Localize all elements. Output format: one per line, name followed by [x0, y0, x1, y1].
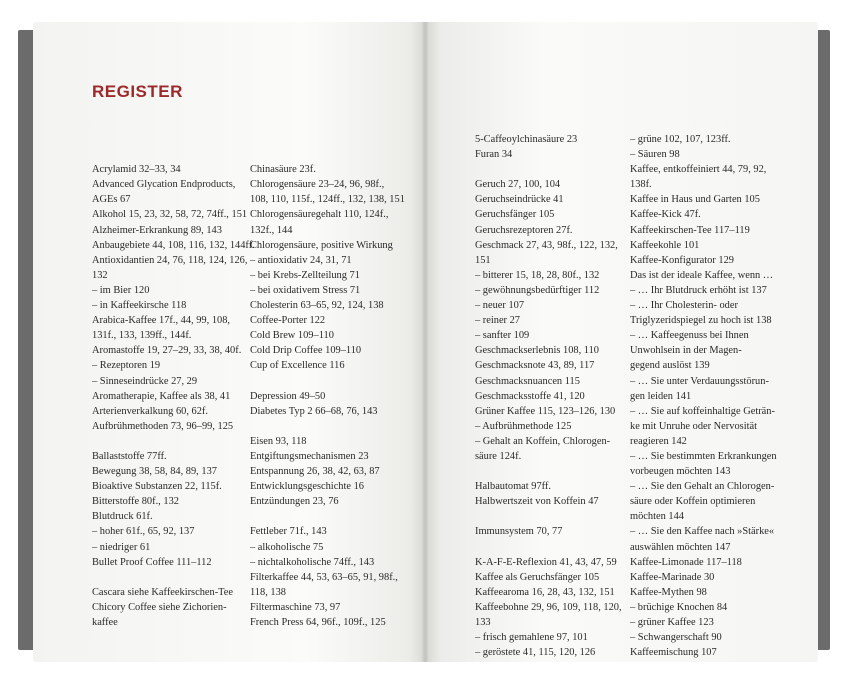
index-entry: – niedriger 61 [92, 541, 151, 553]
index-entry: Aromastoffe 19, 27–29, 33, 38, 40f. [92, 345, 242, 357]
index-entry: – bei oxidativem Stress 71 [250, 284, 361, 296]
index-spacer [475, 464, 615, 479]
index-entry: Kaffee-Mythen 98 [630, 586, 707, 598]
index-entry: Bullet Proof Coffee 111–112 [92, 556, 212, 568]
index-entry: 118, 138 [250, 586, 286, 598]
index-entry: – geröstete 41, 115, 120, 126 [475, 647, 596, 659]
index-entry: K-A-F-E-Reflexion 41, 43, 47, 59 [475, 556, 617, 568]
index-entry: gegend auslöst 139 [630, 360, 710, 372]
index-entry: – … Sie den Kaffee nach »Stärke« [630, 526, 775, 538]
index-entry: – nichtalkoholische 74ff., 143 [250, 556, 375, 568]
index-entry: 108, 110, 115f., 124ff., 132, 138, 151 [250, 194, 405, 206]
index-entry: auswählen möchten 147 [630, 541, 731, 553]
index-entry: möchten 144 [630, 511, 684, 523]
index-entry: – bitterer 15, 18, 28, 80f., 132 [475, 269, 600, 281]
index-entry: – … Sie unter Verdauungsstörun- [630, 375, 769, 387]
index-entry: Kaffeearoma 16, 28, 43, 132, 151 [475, 586, 615, 598]
index-spacer [250, 509, 410, 524]
index-entry: Alzheimer-Erkrankung 89, 143 [92, 224, 222, 236]
index-entry: – in Kaffeekirsche 118 [92, 300, 187, 312]
index-spacer [92, 147, 242, 162]
index-entry: Geschmacksnote 43, 89, 117 [475, 360, 595, 372]
index-entry: – reiner 27 [475, 315, 521, 327]
index-entry: AGEs 67 [92, 194, 131, 206]
index-entry: Diabetes Typ 2 66–68, 76, 143 [250, 405, 378, 417]
index-entry: – neuer 107 [475, 300, 525, 312]
index-spacer [250, 374, 410, 389]
index-entry: Aromatherapie, Kaffee als 38, 41 [92, 390, 231, 402]
index-entry: – … Sie auf koffeinhaltige Geträn- [630, 405, 775, 417]
index-entry: Coffee-Porter 122 [250, 315, 326, 327]
index-entry: – Sinneseindrücke 27, 29 [92, 375, 198, 387]
index-entry: Ballaststoffe 77ff. [92, 450, 167, 462]
index-entry: 5-Caffeoylchinasäure 23 [475, 134, 578, 145]
index-entry: säure oder Koffein optimieren [630, 496, 756, 508]
index-entry: – Schwangerschaft 90 [630, 632, 722, 644]
index-entry: Cup of Excellence 116 [250, 360, 345, 372]
index-entry: Geschmackserlebnis 108, 110 [475, 345, 599, 357]
index-entry: Kaffeemischung 107 [630, 647, 717, 659]
index-entry: Entspannung 26, 38, 42, 63, 87 [250, 466, 380, 478]
index-spacer [475, 162, 615, 177]
index-entry: Geruchsrezeptoren 27f. [475, 224, 573, 236]
index-entry: Fettleber 71f., 143 [250, 526, 327, 538]
index-entry: – Aufbrühmethode 125 [475, 420, 572, 432]
index-entry: gen leiden 141 [630, 390, 692, 402]
index-column-2 [250, 132, 410, 630]
index-column-4 [630, 132, 800, 660]
index-entry: Bioaktive Substanzen 22, 115f. [92, 481, 222, 493]
index-entry: ke mit Unruhe oder Nervosität [630, 420, 757, 432]
index-entry: – frisch gemahlene 97, 101 [475, 632, 588, 644]
index-entry: – antioxidativ 24, 31, 71 [250, 254, 352, 266]
index-entry: Chlorogensäure, positive Wirkung [250, 239, 393, 251]
index-entry: Blutdruck 61f. [92, 511, 153, 523]
index-entry: – Säuren 98 [630, 149, 680, 161]
index-entry: Kaffee-Marinade 30 [630, 571, 715, 583]
index-entry: – bei Krebs-Zellteilung 71 [250, 269, 360, 281]
index-entry: Anbaugebiete 44, 108, 116, 132, 144ff. [92, 239, 255, 251]
index-entry: – gewöhnungsbedürftiger 112 [475, 284, 600, 296]
index-spacer [92, 132, 242, 147]
index-entry: Halbautomat 97ff. [475, 481, 551, 493]
index-spacer [92, 434, 242, 449]
index-entry: – grüner Kaffee 123 [630, 617, 714, 628]
index-entry: Geruchseindrücke 41 [475, 194, 564, 206]
index-entry: Advanced Glycation Endproducts, [92, 179, 236, 191]
index-entry: Acrylamid 32–33, 34 [92, 164, 181, 176]
index-entry: Cold Brew 109–110 [250, 330, 334, 342]
index-entry: French Press 64, 96f., 109f., 125 [250, 617, 386, 628]
index-entry: Aufbrühmethoden 73, 96–99, 125 [92, 420, 234, 432]
index-entry: Entgiftungsmechanismen 23 [250, 450, 369, 462]
index-entry: Unwohlsein in der Magen- [630, 345, 742, 357]
index-entry: – grüne 102, 107, 123ff. [630, 134, 731, 145]
index-entry: Kaffeekirschen-Tee 117–119 [630, 224, 750, 236]
index-entry: Filtermaschine 73, 97 [250, 601, 341, 613]
index-entry: Depression 49–50 [250, 390, 326, 402]
index-spacer [250, 147, 410, 162]
index-entry: Das ist der ideale Kaffee, wenn … [630, 269, 774, 281]
index-entry: Entzündungen 23, 76 [250, 496, 339, 508]
index-entry: – … Ihr Cholesterin- oder [630, 300, 738, 312]
index-entry: 133 [475, 617, 491, 628]
index-entry: Eisen 93, 118 [250, 435, 307, 447]
index-entry: Bitterstoffe 80f., 132 [92, 496, 179, 508]
index-entry: Immunsystem 70, 77 [475, 526, 563, 538]
index-column-1 [92, 132, 255, 630]
index-entry: Grüner Kaffee 115, 123–126, 130 [475, 405, 616, 417]
index-entry: – … Kaffeegenuss bei Ihnen [630, 330, 749, 342]
index-entry: Geruch 27, 100, 104 [475, 179, 561, 191]
index-entry: säure 124f. [475, 450, 522, 462]
index-entry: Chicory Coffee siehe Zichorien- [92, 601, 227, 613]
index-entry: Geschmacksstoffe 41, 120 [475, 390, 585, 402]
index-entry: Entwicklungsgeschichte 16 [250, 481, 364, 493]
index-spacer [92, 570, 242, 585]
index-entry: Kaffee-Konfigurator 129 [630, 254, 734, 266]
index-entry: – hoher 61f., 65, 92, 137 [92, 526, 195, 538]
index-entry: 151 [475, 254, 491, 266]
index-entry: – Rezeptoren 19 [92, 360, 161, 372]
index-entry: Furan 34 [475, 149, 513, 161]
index-entry: – brüchige Knochen 84 [630, 601, 728, 613]
index-entry: Chinasäure 23f. [250, 164, 316, 176]
index-entry: Chlorogensäuregehalt 110, 124f., [250, 209, 389, 221]
index-entry: 132 [92, 269, 108, 281]
index-entry: Antioxidantien 24, 76, 118, 124, 126, [92, 254, 248, 266]
index-entry: Bewegung 38, 58, 84, 89, 137 [92, 466, 217, 478]
index-entry: Triglyzeridspiegel zu hoch ist 138 [630, 315, 772, 327]
index-entry: – … Ihr Blutdruck erhöht ist 137 [630, 284, 767, 296]
index-entry: – Gehalt an Koffein, Chlorogen- [475, 435, 611, 447]
index-entry: Geschmacksnuancen 115 [475, 375, 580, 387]
index-entry: Kaffeebohne 29, 96, 109, 118, 120, [475, 601, 622, 613]
index-entry: Kaffee, entkoffeiniert 44, 79, 92, [630, 164, 767, 176]
index-entry: – sanfter 109 [475, 330, 530, 342]
index-spacer [250, 132, 410, 147]
index-entry: Geruchsfänger 105 [475, 209, 555, 221]
index-entry: – im Bier 120 [92, 284, 150, 296]
index-entry: kaffee [92, 617, 118, 628]
index-entry: Kaffee-Kick 47f. [630, 209, 701, 221]
index-entry: 138f. [630, 179, 652, 191]
index-entry: Arabica-Kaffee 17f., 44, 99, 108, [92, 315, 231, 327]
index-entry: Kaffeekohle 101 [630, 239, 700, 251]
index-entry: – … Sie bestimmten Erkrankungen [630, 450, 777, 462]
index-entry: Halbwertszeit von Koffein 47 [475, 496, 599, 508]
index-entry: Alkohol 15, 23, 32, 58, 72, 74ff., 151 [92, 209, 248, 221]
index-entry: – … Sie den Gehalt an Chlorogen- [630, 481, 775, 493]
index-entry: Cholesterin 63–65, 92, 124, 138 [250, 300, 384, 312]
index-spacer [250, 419, 410, 434]
index-spacer [475, 540, 615, 555]
index-entry: vorbeugen möchten 143 [630, 466, 731, 478]
book-gutter [421, 22, 429, 662]
index-column-3 [475, 132, 622, 660]
index-entry: Cascara siehe Kaffeekirschen-Tee [92, 586, 234, 598]
index-entry: reagieren 142 [630, 435, 687, 447]
index-entry: Cold Drip Coffee 109–110 [250, 345, 362, 357]
index-entry: Kaffee in Haus und Garten 105 [630, 194, 760, 206]
index-entry: 131f., 133, 139ff., 144f. [92, 330, 192, 342]
index-spacer [475, 509, 615, 524]
index-entry: Kaffee-Limonade 117–118 [630, 556, 742, 568]
page-heading: REGISTER [92, 82, 183, 101]
index-entry: 132f., 144 [250, 224, 293, 236]
index-entry: Geschmack 27, 43, 98f., 122, 132, [475, 239, 618, 251]
index-entry: – alkoholische 75 [250, 541, 324, 553]
index-entry: Chlorogensäure 23–24, 96, 98f., [250, 179, 385, 191]
index-entry: Kaffee als Geruchsfänger 105 [475, 571, 600, 583]
index-entry: Filterkaffee 44, 53, 63–65, 91, 98f., [250, 571, 398, 583]
index-entry: Arterienverkalkung 60, 62f. [92, 405, 208, 417]
